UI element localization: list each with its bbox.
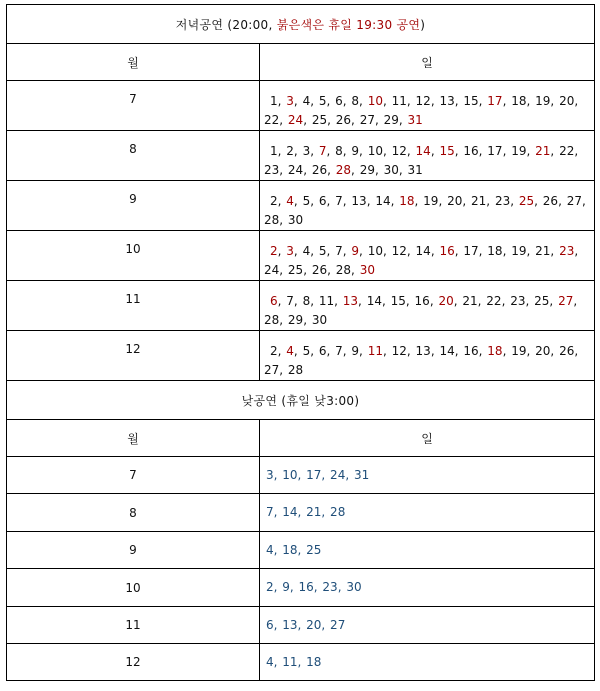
day: 12 <box>415 94 431 108</box>
evening-row <box>7 331 595 381</box>
day: 10 <box>367 144 383 158</box>
day: 22 <box>559 144 575 158</box>
day: 18 <box>511 94 527 108</box>
day: 21 <box>471 194 487 208</box>
evening-row <box>7 231 595 281</box>
day: 16 <box>463 144 479 158</box>
day: 5 <box>302 194 311 208</box>
matinee-month-cell: 11 <box>7 607 260 644</box>
holiday-day: 31 <box>407 113 423 127</box>
holiday-day: 20 <box>438 294 454 308</box>
holiday-day: 10 <box>367 94 383 108</box>
day: 5 <box>302 344 311 358</box>
day: 11 <box>318 294 335 308</box>
day: 24 <box>287 163 304 177</box>
day: 4 <box>302 244 311 258</box>
day: 21 <box>462 294 478 308</box>
evening-days-cell: 1, 2, 3, 7, 8, 9, 10, 12, 14, 15, 16, 17, 19, 21, 22, 23, 24, 26, 28, 29, 30, 31 <box>260 131 595 181</box>
evening-title-holiday-note: 붉은색은 휴일 19:30 공연 <box>276 17 421 32</box>
day: 16 <box>414 294 430 308</box>
day: 10 <box>367 244 383 258</box>
day: 7 <box>335 194 343 208</box>
day: 26 <box>335 113 352 127</box>
day: 5 <box>318 244 327 258</box>
day: 3 <box>302 144 311 158</box>
day: 22 <box>486 294 502 308</box>
day: 9 <box>351 144 360 158</box>
day: 14 <box>366 294 382 308</box>
evening-month-cell: 12 <box>7 331 260 381</box>
day: 16 <box>463 344 479 358</box>
matinee-days-cell: 4, 11, 18 <box>260 644 595 681</box>
matinee-days-cell: 2, 9, 16, 23, 30 <box>260 569 595 607</box>
day: 23 <box>264 163 280 177</box>
day: 14 <box>415 244 431 258</box>
evening-row <box>7 181 595 231</box>
holiday-day: 23 <box>559 244 575 258</box>
holiday-day: 15 <box>439 144 455 158</box>
holiday-day: 7 <box>318 144 327 158</box>
day: 19 <box>535 94 551 108</box>
day: 20 <box>535 344 551 358</box>
matinee-days-cell: 4, 18, 25 <box>260 532 595 569</box>
matinee-month-cell: 10 <box>7 569 260 607</box>
matinee-row <box>7 644 595 681</box>
day: 28 <box>335 263 352 277</box>
holiday-day: 3 <box>286 94 294 108</box>
holiday-day: 24 <box>287 113 304 127</box>
evening-title-suffix: ) <box>420 17 426 32</box>
day: 12 <box>391 244 407 258</box>
day: 12 <box>391 144 407 158</box>
day: 15 <box>390 294 406 308</box>
matinee-header-day: 일 <box>260 420 595 457</box>
day: 1 <box>270 144 278 158</box>
day: 6 <box>318 194 327 208</box>
day: 30 <box>311 313 328 327</box>
day: 14 <box>375 194 391 208</box>
holiday-day: 9 <box>351 244 360 258</box>
evening-days-cell: 1, 3, 4, 5, 6, 8, 10, 11, 12, 13, 15, 17, 18, 19, 20, 22, 24, 25, 26, 27, 29, 31 <box>260 81 595 131</box>
day: 13 <box>351 194 367 208</box>
evening-row <box>7 81 595 131</box>
day: 31 <box>407 163 423 177</box>
day: 13 <box>415 344 431 358</box>
day: 2 <box>286 144 294 158</box>
evening-header-day: 일 <box>260 44 595 81</box>
evening-days-cell: 2, 4, 5, 6, 7, 9, 11, 12, 13, 14, 16, 18, 19, 20, 26, 27, 28 <box>260 331 595 381</box>
day: 5 <box>318 94 327 108</box>
holiday-day: 25 <box>518 194 535 208</box>
day: 19 <box>423 194 439 208</box>
matinee-row <box>7 569 595 607</box>
day: 8 <box>302 294 311 308</box>
day: 25 <box>534 294 550 308</box>
day: 18 <box>487 244 503 258</box>
day: 2 <box>270 194 278 208</box>
day: 29 <box>287 313 304 327</box>
day: 24 <box>264 263 280 277</box>
matinee-days-cell: 7, 14, 21, 28 <box>260 494 595 532</box>
matinee-month-cell: 7 <box>7 457 260 494</box>
day: 20 <box>559 94 575 108</box>
evening-month-cell: 11 <box>7 281 260 331</box>
day: 28 <box>264 313 280 327</box>
day: 26 <box>542 194 559 208</box>
day: 17 <box>487 144 503 158</box>
matinee-row <box>7 457 595 494</box>
holiday-day: 11 <box>367 344 383 358</box>
matinee-header-month: 월 <box>7 420 260 457</box>
holiday-day: 6 <box>270 294 278 308</box>
day: 8 <box>351 94 360 108</box>
day: 19 <box>511 244 527 258</box>
holiday-day: 14 <box>415 144 431 158</box>
matinee-title: 낮공연 (휴일 낮3:00) <box>7 381 595 420</box>
day: 6 <box>335 94 343 108</box>
evening-title <box>7 5 595 44</box>
day: 22 <box>264 113 280 127</box>
matinee-month-cell: 9 <box>7 532 260 569</box>
matinee-month-cell: 12 <box>7 644 260 681</box>
holiday-day: 3 <box>286 244 294 258</box>
day: 1 <box>270 94 278 108</box>
day: 19 <box>511 344 527 358</box>
evening-row <box>7 131 595 181</box>
day: 9 <box>351 344 360 358</box>
holiday-day: 16 <box>439 244 455 258</box>
schedule-sheet <box>6 4 594 681</box>
day: 6 <box>318 344 327 358</box>
day: 28 <box>287 363 304 377</box>
day: 28 <box>264 213 280 227</box>
matinee-row <box>7 494 595 532</box>
evening-row <box>7 281 595 331</box>
day: 26 <box>559 344 575 358</box>
holiday-day: 27 <box>558 294 574 308</box>
day: 8 <box>335 144 343 158</box>
day: 11 <box>391 94 407 108</box>
day: 17 <box>463 244 479 258</box>
day: 4 <box>302 94 311 108</box>
day: 7 <box>335 244 343 258</box>
day: 20 <box>447 194 463 208</box>
day: 26 <box>311 163 328 177</box>
day: 26 <box>311 263 328 277</box>
evening-days-cell: 2, 4, 5, 6, 7, 13, 14, 18, 19, 20, 21, 23, 25, 26, 27, 28, 30 <box>260 181 595 231</box>
evening-header-month: 월 <box>7 44 260 81</box>
evening-month-cell: 9 <box>7 181 260 231</box>
holiday-day: 13 <box>342 294 359 308</box>
day: 7 <box>335 344 343 358</box>
day: 30 <box>383 163 399 177</box>
day: 23 <box>494 194 511 208</box>
evening-month-cell: 8 <box>7 131 260 181</box>
day: 13 <box>439 94 455 108</box>
day: 30 <box>287 213 304 227</box>
day: 27 <box>359 113 375 127</box>
holiday-day: 4 <box>286 194 294 208</box>
holiday-day: 28 <box>335 163 352 177</box>
holiday-day: 30 <box>359 263 375 277</box>
schedule-table <box>6 4 595 681</box>
matinee-days-cell: 6, 13, 20, 27 <box>260 607 595 644</box>
day: 27 <box>566 194 582 208</box>
holiday-day: 4 <box>286 344 294 358</box>
holiday-day: 2 <box>270 244 278 258</box>
matinee-row <box>7 607 595 644</box>
evening-header-row <box>7 44 595 81</box>
day: 7 <box>286 294 294 308</box>
evening-month-cell: 10 <box>7 231 260 281</box>
holiday-day: 18 <box>399 194 415 208</box>
evening-days-cell: 2, 3, 4, 5, 7, 9, 10, 12, 14, 16, 17, 18, 19, 21, 23, 24, 25, 26, 28, 30 <box>260 231 595 281</box>
day: 27 <box>264 363 280 377</box>
day: 14 <box>439 344 455 358</box>
matinee-month-cell: 8 <box>7 494 260 532</box>
day: 29 <box>359 163 375 177</box>
day: 15 <box>463 94 479 108</box>
evening-month-cell: 7 <box>7 81 260 131</box>
day: 21 <box>535 244 551 258</box>
day: 12 <box>391 344 407 358</box>
day: 19 <box>511 144 527 158</box>
day: 2 <box>270 344 278 358</box>
matinee-header-row <box>7 420 595 457</box>
evening-days-cell: 6, 7, 8, 11, 13, 14, 15, 16, 20, 21, 22, 23, 25, 27, 28, 29, 30 <box>260 281 595 331</box>
holiday-day: 17 <box>487 94 503 108</box>
matinee-row <box>7 532 595 569</box>
evening-title-prefix: 저녁공연 (20:00, <box>175 17 277 32</box>
holiday-day: 21 <box>535 144 551 158</box>
day: 23 <box>510 294 526 308</box>
matinee-days-cell: 3, 10, 17, 24, 31 <box>260 457 595 494</box>
evening-title-row <box>7 5 595 44</box>
day: 25 <box>287 263 304 277</box>
day: 25 <box>311 113 328 127</box>
holiday-day: 18 <box>487 344 503 358</box>
matinee-title-row <box>7 381 595 420</box>
day: 29 <box>383 113 399 127</box>
